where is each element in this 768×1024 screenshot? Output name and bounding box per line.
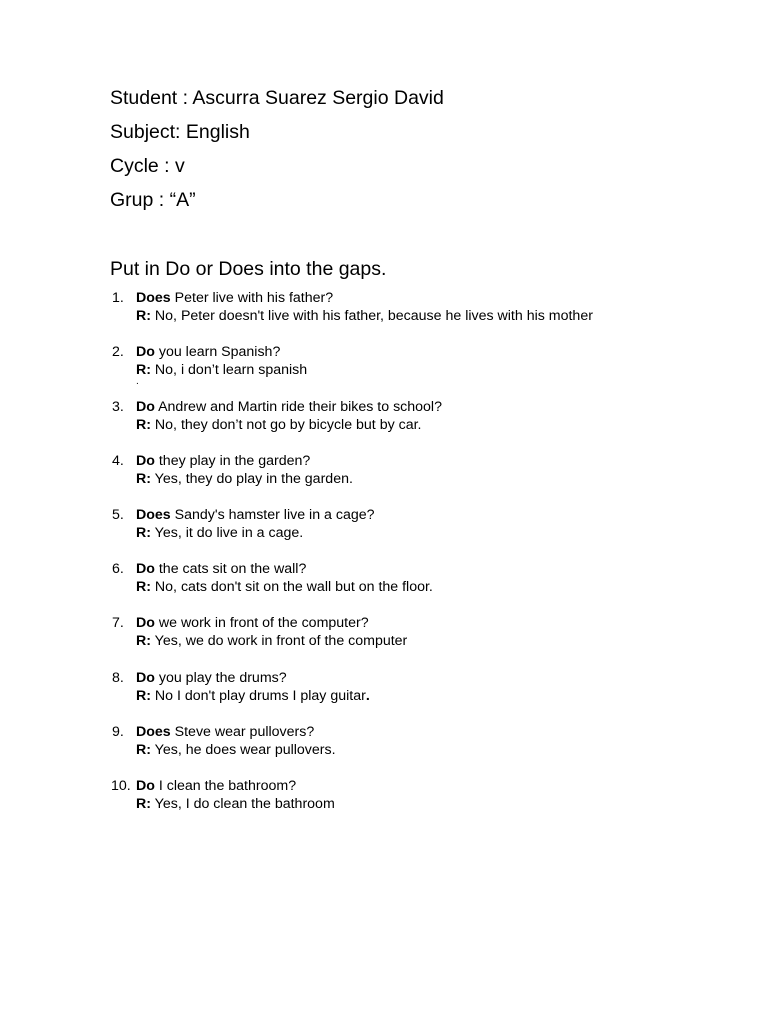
question-text [136,669,287,687]
stray-period: . [136,376,139,387]
question-text [136,723,314,741]
answer-marker: R: [136,417,151,433]
item-number: 5. [112,507,124,523]
auxiliary-verb: Does [136,507,171,523]
cycle-line: Cycle : v [110,155,185,177]
auxiliary-verb: Do [136,561,155,577]
item-number: 3. [112,399,124,415]
student-line: Student : Ascurra Suarez Sergio David [110,87,444,109]
question-body: you play the drums? [154,670,287,686]
question-body: Steve wear pullovers? [170,724,315,740]
question-body: you learn Spanish? [154,344,281,360]
auxiliary-verb: Do [136,670,155,686]
answer-text [136,524,303,542]
answer-body: No, cats don't sit on the wall but on the floor. [150,579,433,595]
answer-text [136,361,307,379]
answer-marker: R: [136,633,151,649]
answer-body: Yes, it do live in a cage. [150,525,304,541]
answer-body: Yes, they do play in the garden. [150,471,353,487]
item-number: 8. [112,670,124,686]
answer-body: No, i don’t learn spanish [150,362,308,378]
question-body: the cats sit on the wall? [154,561,307,577]
question-text [136,452,310,470]
item-number: 6. [112,561,124,577]
auxiliary-verb: Does [136,724,171,740]
answer-body: Yes, he does wear pullovers. [150,742,336,758]
answer-text [136,741,336,759]
item-number: 9. [112,724,124,740]
answer-text [136,578,433,596]
question-text [136,777,296,795]
question-body: I clean the bathroom? [154,778,297,794]
answer-marker: R: [136,525,151,541]
auxiliary-verb: Do [136,344,155,360]
question-text [136,289,333,307]
question-body: they play in the garden? [154,453,311,469]
group-line: Grup : “A” [110,189,196,211]
answer-marker: R: [136,579,151,595]
answer-text [136,470,353,488]
answer-body: No, they don’t not go by bicycle but by car. [150,417,422,433]
answer-marker: R: [136,742,151,758]
auxiliary-verb: Do [136,453,155,469]
item-number: 2. [112,344,124,360]
question-body: we work in front of the computer? [154,615,369,631]
question-text [136,506,375,524]
question-body: Sandy's hamster live in a cage? [170,507,375,523]
question-text [136,614,369,632]
answer-body: No I don't play drums I play guitar [150,688,366,704]
answer-marker: R: [136,688,151,704]
answer-text [136,307,593,325]
instruction-heading: Put in Do or Does into the gaps. [110,258,387,280]
auxiliary-verb: Do [136,399,155,415]
answer-period: . [365,688,370,704]
question-text [136,398,442,416]
item-number: 7. [112,615,124,631]
item-number: 1. [112,290,124,306]
answer-marker: R: [136,796,151,812]
question-body: Andrew and Martin ride their bikes to school? [154,399,442,415]
item-number: 4. [112,453,124,469]
answer-body: Yes, I do clean the bathroom [150,796,335,812]
answer-text [136,687,370,705]
answer-text [136,795,335,813]
answer-body: No, Peter doesn't live with his father, because he lives with his mother [150,308,593,324]
answer-text [136,632,407,650]
question-text [136,560,306,578]
answer-marker: R: [136,471,151,487]
answer-text [136,416,422,434]
question-body: Peter live with his father? [170,290,334,306]
answer-marker: R: [136,362,151,378]
subject-line: Subject: English [110,121,250,143]
auxiliary-verb: Do [136,615,155,631]
answer-body: Yes, we do work in front of the computer [150,633,408,649]
auxiliary-verb: Does [136,290,171,306]
item-number: 10. [111,778,131,794]
auxiliary-verb: Do [136,778,155,794]
question-text [136,343,280,361]
answer-marker: R: [136,308,151,324]
